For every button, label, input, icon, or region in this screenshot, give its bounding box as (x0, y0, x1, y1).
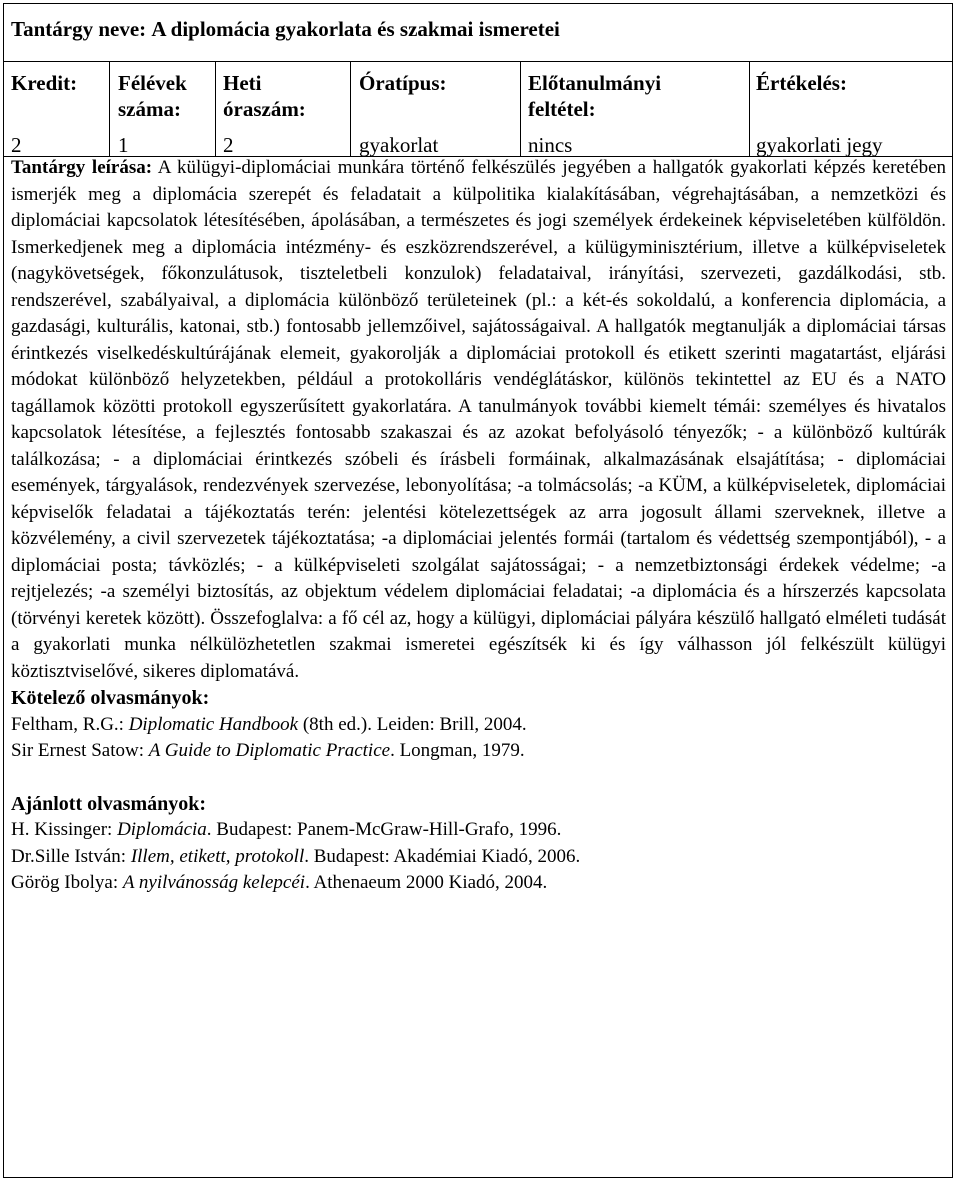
reference-title: Diplomácia (117, 819, 207, 840)
reference-title: Illem, etikett, protokoll (130, 845, 305, 867)
required-reading (11, 685, 946, 765)
reference-item: H. Kissinger: Diplomácia. Budapest: Panem-McGraw-Hill-Grafo, 1996. (11, 819, 562, 840)
title-divider (4, 61, 952, 62)
weekly-hours-value: 2 (223, 133, 234, 157)
prerequisite-value: nincs (528, 133, 573, 157)
prerequisite-header: Előtanulmányi feltétel: (528, 71, 662, 121)
table-column-divider (109, 61, 110, 157)
table-column-divider (520, 61, 521, 157)
reference-item: Feltham, R.G.: Diplomatic Handbook (8th ed.). Leiden: Brill, 2004. (11, 713, 527, 735)
course-title (11, 17, 560, 42)
table-column-divider (350, 61, 351, 157)
table-column-divider (215, 61, 216, 157)
required-reading-heading: Kötelező olvasmányok: (11, 687, 210, 709)
weekly-hours-header: Heti óraszám: (223, 71, 306, 121)
reference-item: Dr.Sille István: Illem, etikett, protokoll. Budapest: Akadémiai Kiadó, 2006. (11, 845, 581, 867)
reference-item: Görög Ibolya: A nyilvánosság kelepcéi. Athenaeum 2000 Kiadó, 2004. (11, 872, 548, 893)
description-label: Tantárgy leírása: (11, 157, 153, 178)
recommended-reading-heading: Ajánlott olvasmányok: (11, 792, 207, 815)
assessment-value: gyakorlati jegy (756, 133, 883, 157)
semesters-value: 1 (118, 133, 129, 157)
recommended-reading (11, 791, 946, 897)
class-type-header: Óratípus: (359, 71, 447, 95)
reference-title: Diplomatic Handbook (128, 713, 299, 735)
credit-value: 2 (11, 133, 22, 157)
description-text: A külügyi-diplomáciai munkára történő felkészülés jegyében a hallgatók gyakorlati képzés keretében ismerjék meg a diplomácia szerepét és feladatait a külpolitika kialakításában, végrehajtásában, a nemzetközi és diplomáciai kapcsolatok létesítésében, ápolásában, a természetes és jogi személyek érdekeinek képviseletében külföldön. Ismerkedjenek meg a diplomácia intézmény- és eszközrendszerével, a külügyminisztérium, illetve a külképviseletek (nagykövetségek, főkonzulátusok, tiszteletbeli konzulok) feladataival, irányítási, szervezeti, gazdálkodási, stb. rendszerével, szabályaival, a diplomácia különböző területeinek (pl.: a két-és sokoldalú, a konferencia diplomácia, a gazdasági, kulturális, katonai, stb.) fontosabb jellemzőivel, sajátosságaival. A hallgatók megtanulják a diplomáciai társas érintkezés viselkedéskultúrájának elemeit, gyakorolják a diplomáciai protokoll és etikett szerinti magatartást, eljárási módokat különböző helyzetekben, például a protokolláris vendéglátáskor, különös tekintettel az EU és a NATO tagállamok közötti protokoll egyszerűsített gyakorlatára. A tanulmányok további kiemelt témái: személyes és hivatalos kapcsolatok létesítése, a fejlesztés fontosabb szakaszai és az azokat befolyásoló tényezők; - a különböző kultúrák találkozása; - a diplomáciai érintkezés szóbeli és írásbeli formáinak, alkalmazásának elsajátítása; - diplomáciai események, tárgyalások, rendezvények szervezése, lebonyolítása; -a tolmácsolás; -a KÜM, a külképviseletek, diplomáciai képviselők feladatai a tájékoztatás terén: jelentési kötelezettségek az arra jogosult állami szerveknek, illetve a közvélemény, a civil szervezetek tájékoztatása; -a diplomáciai jelentés formái (tartalom és védettség szempontjából), - a diplomáciai posta; távközlés; - a külképviseleti szolgálat sajátosságai; - a nemzetbiztonsági érdekek védelme; -a rejtjelezés; -a személyi biztosítás, az objektum védelem diplomáciai feladatai; -a diplomácia és a hírszerzés kapcsolata (törvényi keretek között). Összefoglalva: a fő cél az, hogy a külügyi, diplomáciai pályára készülő hallgató elméleti tudását a gyakorlati munka nélkülözhetetlen szakmai ismeretei egészítsék ki és így válhasson jól felkészült külügyi köztisztviselővé, sikeres diplomatává. (11, 157, 946, 682)
course-datasheet (3, 3, 953, 1178)
credit-header: Kredit: (11, 71, 78, 95)
reference-item: Sir Ernest Satow: A Guide to Diplomatic Practice. Longman, 1979. (11, 740, 525, 761)
table-column-divider (749, 61, 750, 157)
course-title-label: Tantárgy neve: (11, 17, 147, 41)
class-type-value: gyakorlat (359, 133, 439, 157)
course-title-value: A diplomácia gyakorlata és szakmai ismeretei (151, 17, 560, 41)
reference-title: A nyilvánosság kelepcéi (122, 872, 306, 893)
course-content (11, 155, 946, 897)
course-description (11, 155, 946, 685)
assessment-header: Értékelés: (756, 71, 847, 95)
semesters-header: Félévek száma: (118, 71, 187, 121)
reference-title: A Guide to Diplomatic Practice (148, 740, 391, 761)
